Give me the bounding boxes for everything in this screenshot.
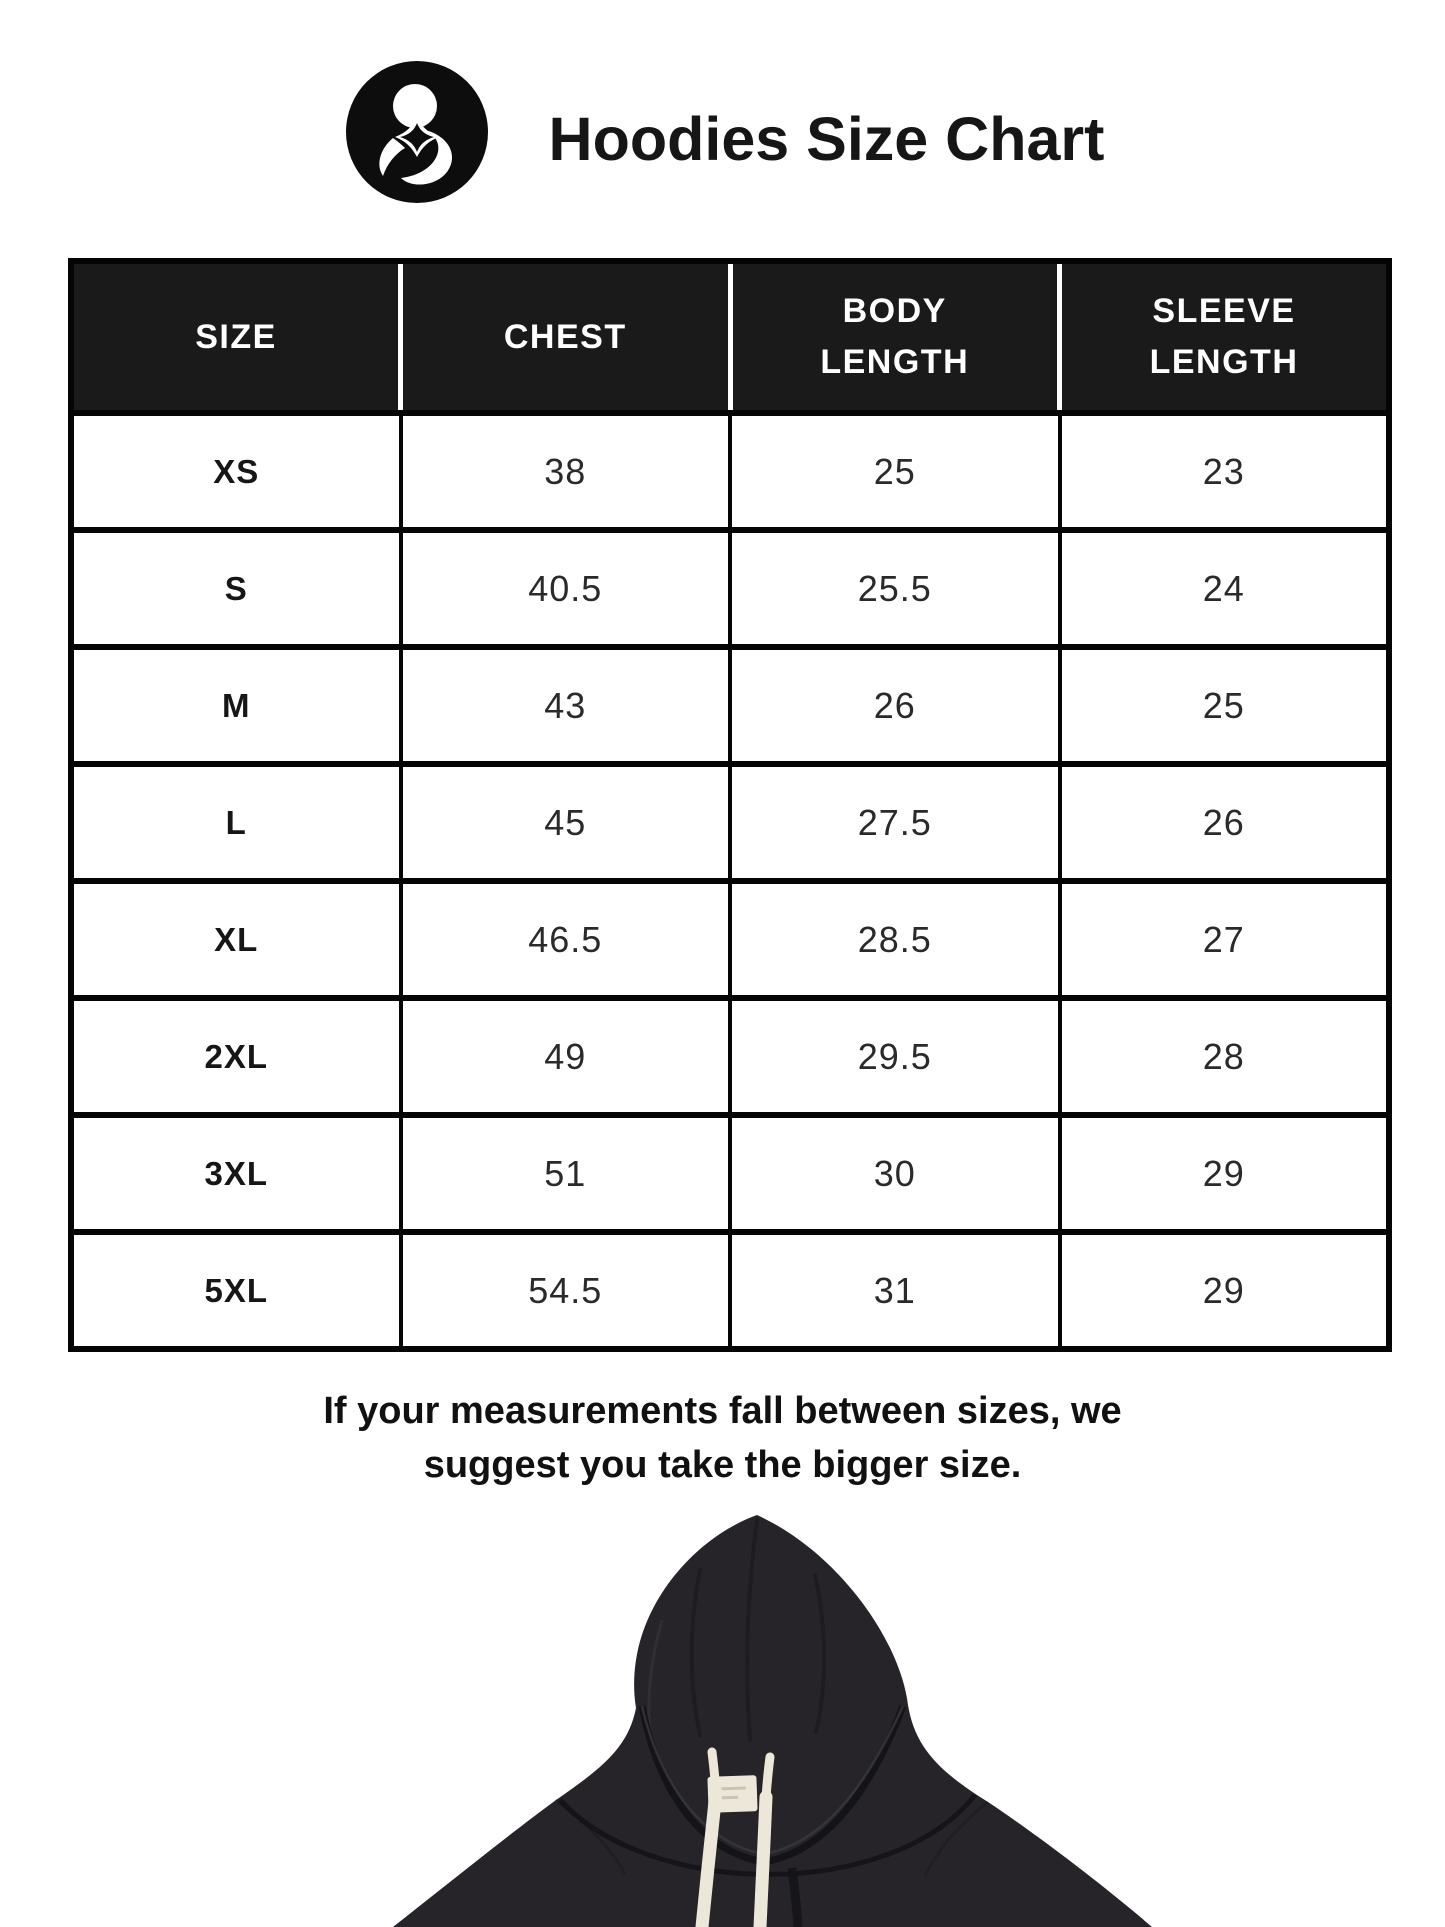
size-cell: S <box>71 530 401 647</box>
value-cell: 25 <box>1060 647 1390 764</box>
value-cell: 27 <box>1060 881 1390 998</box>
column-header-sleeve-length: SLEEVE LENGTH <box>1060 261 1390 413</box>
sizing-note <box>0 1384 1445 1492</box>
header <box>0 56 1445 208</box>
value-cell: 40.5 <box>401 530 731 647</box>
table-row <box>71 413 1389 530</box>
column-header-chest: CHEST <box>401 261 731 413</box>
value-cell: 28 <box>1060 998 1390 1115</box>
page-title: Hoodies Size Chart <box>548 105 1105 173</box>
value-cell: 24 <box>1060 530 1390 647</box>
value-cell: 49 <box>401 998 731 1115</box>
table-body <box>71 413 1389 1349</box>
size-cell: XL <box>71 881 401 998</box>
value-cell: 25 <box>730 413 1060 530</box>
table-row <box>71 764 1389 881</box>
size-chart-table <box>68 258 1392 1352</box>
value-cell: 26 <box>730 647 1060 764</box>
value-cell: 29 <box>1060 1115 1390 1232</box>
table-row <box>71 998 1389 1115</box>
value-cell: 26 <box>1060 764 1390 881</box>
value-cell: 28.5 <box>730 881 1060 998</box>
mother-and-baby-logo-icon <box>341 56 493 208</box>
sizing-note-line-2: suggest you take the bigger size. <box>423 1444 1022 1486</box>
value-cell: 46.5 <box>401 881 731 998</box>
table-header <box>71 261 1389 413</box>
size-cell: 3XL <box>71 1115 401 1232</box>
column-header-body-length: BODY LENGTH <box>730 261 1060 413</box>
value-cell: 38 <box>401 413 731 530</box>
value-cell: 27.5 <box>730 764 1060 881</box>
value-cell: 31 <box>730 1232 1060 1349</box>
hoodie-silhouette <box>393 1515 1152 1927</box>
value-cell: 51 <box>401 1115 731 1232</box>
value-cell: 29.5 <box>730 998 1060 1115</box>
size-cell: L <box>71 764 401 881</box>
size-cell: XS <box>71 413 401 530</box>
table-row <box>71 881 1389 998</box>
table-row <box>71 530 1389 647</box>
value-cell: 23 <box>1060 413 1390 530</box>
sizing-note-line-1: If your measurements fall between sizes, we <box>323 1390 1122 1432</box>
size-cell: 5XL <box>71 1232 401 1349</box>
header-row <box>71 261 1389 413</box>
value-cell: 54.5 <box>401 1232 731 1349</box>
size-cell: M <box>71 647 401 764</box>
value-cell: 45 <box>401 764 731 881</box>
size-cell: 2XL <box>71 998 401 1115</box>
value-cell: 43 <box>401 647 731 764</box>
table-row <box>71 647 1389 764</box>
value-cell: 25.5 <box>730 530 1060 647</box>
value-cell: 30 <box>730 1115 1060 1232</box>
table-row <box>71 1115 1389 1232</box>
column-header-size: SIZE <box>71 261 401 413</box>
table-row <box>71 1232 1389 1349</box>
black-hoodie-photo <box>0 1500 1445 1927</box>
value-cell: 29 <box>1060 1232 1390 1349</box>
